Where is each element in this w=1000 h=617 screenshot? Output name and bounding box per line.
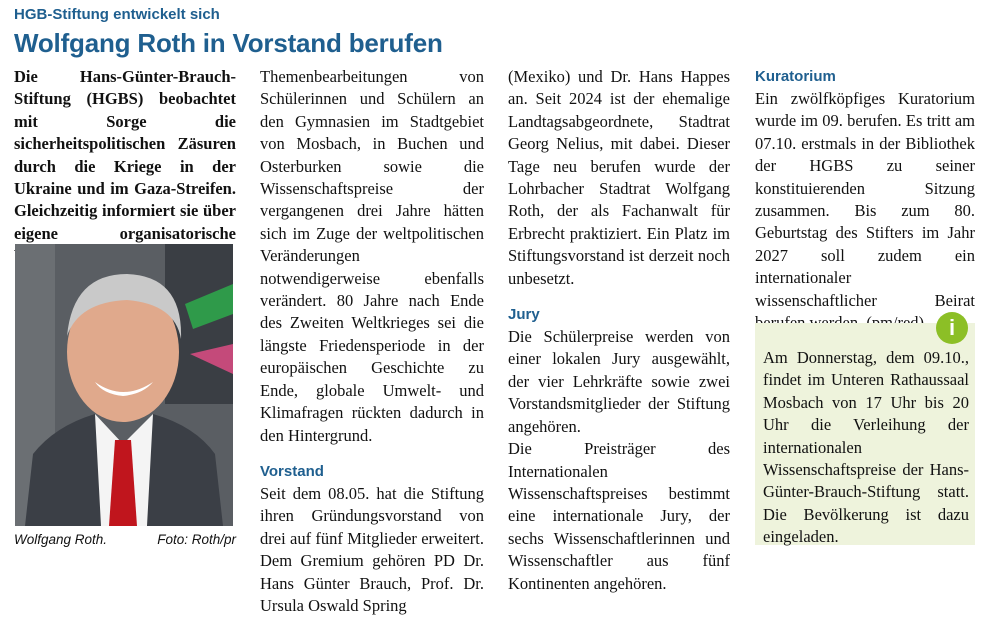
- body-paragraph: Ein zwölfköpfiges Kuratorium wurde im 09. berufen. Es tritt am 07.10. erstmals in der Bibliothek der HGBS zu seiner konstituierenden Sitzung zusammen. Bis zum 80. Geburtstag des Stifters im Jahr 2027 soll zudem ein internationaler wissenschaftlicher Beirat: [755, 89, 975, 310]
- subheading-jury: Jury: [508, 306, 540, 324]
- subheading-kuratorium: Kuratorium: [755, 68, 836, 85]
- article-headline: Wolfgang Roth in Vorstand berufen: [14, 28, 443, 58]
- body-paragraph: Themenbearbeitungen von Schülerinnen und Schülern an den Gymnasien im Stadtgebiet von Mosbach, in Buchen und Osterburken sowie die Wissenschaftspreise der vergangenen drei Jahre hätten sich im Zuge der weltpolitischen Veränderungen notwendigerweise ebenfalls verändert. 80 Jahre nach Ende des Zweiten Weltkrieges sei die längste Friedensperiode in der europäischen Geschichte zu Ende, globale Umwelt- und Klimafragen rückten dadurch in den Hintergrund.: [260, 67, 484, 445]
- info-box-text: Am Donnerstag, dem 09.10., findet im Unteren Rathaussaal Mosbach von 17 Uhr bis 20 Uhr die Verleihung der internationalen Wissenschaftspreise der Hans-Günter-Brauch-Stiftung statt. Die Bevölkerung ist dazu eingeladen.: [763, 348, 969, 547]
- column-1: [14, 66, 236, 268]
- portrait-photo: [15, 244, 233, 526]
- body-paragraph: Die Preisträger des Internationalen Wissenschaftspreises bestimmt eine internationale Jury, der sechs Wissenschaftlerinnen und Wissenschaftler aus fünf Kontinenten angehören.: [508, 439, 730, 593]
- body-paragraph: (Mexiko) und Dr. Hans Happes an. Seit 2024 ist der ehemalige Landtagsabgeordnete, Stadtrat Georg Nelius, mit dabei. Dieser Tage neu berufen wurde der Lohrbacher Stadtrat Wolfgang Roth, der als Fachanwalt für Erbrecht praktiziert. Ein Platz im Stiftungsvorstand ist derzeit noch unbesetzt.: [508, 67, 730, 288]
- body-paragraph: Seit dem 08.05. hat die Stiftung ihren Gründungsvorstand von drei auf fünf Mitglieder erweitert. Dem Gremium gehören PD Dr. Hans Günter Brauch, Prof. Dr. Ursula Oswald Spring: [260, 483, 484, 615]
- column-2: [260, 66, 484, 617]
- info-icon: i: [936, 312, 968, 344]
- column-4: [755, 66, 975, 334]
- subheading-vorstand: Vorstand: [260, 462, 324, 480]
- photo-caption-row: [14, 532, 236, 547]
- body-paragraph: Die Schülerpreise werden von einer lokalen Jury ausgewählt, der vier Lehrkräfte sowie zwei Vorstandsmitglieder der Stiftung angehören.: [508, 327, 730, 436]
- article-kicker: HGB-Stiftung entwickelt sich: [14, 6, 220, 23]
- lead-paragraph: Die Hans-Günter-Brauch-Stiftung (HGBS) beobachtet mit Sorge die sicherheitspolitischen Zäsuren durch die Kriege in der Ukraine und im Gaza-Streifen. Gleichzeitig informiert sie über eigene organisatorische: [14, 67, 236, 243]
- photo-credit: Foto: Roth/pr: [157, 532, 236, 547]
- photo-caption: Wolfgang Roth.: [14, 532, 108, 547]
- column-3: [508, 66, 730, 595]
